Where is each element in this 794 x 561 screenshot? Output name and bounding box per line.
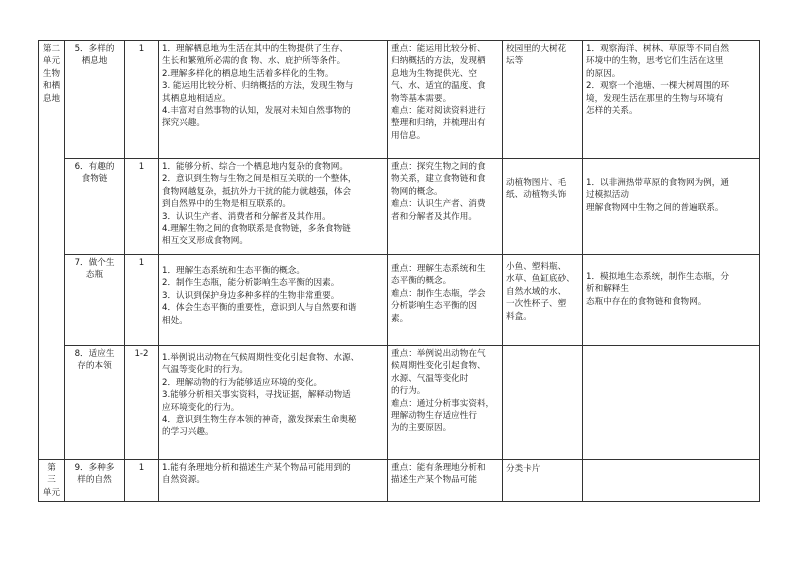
learning-activities: 1．模拟地生态系统，制作生态瓶，分 析和解释生 态瓶中存在的食物链和食物网。	[583, 255, 760, 346]
unit-two-label: 第二 单元 生物 和栖 息地	[39, 41, 65, 460]
teaching-resources: 校园里的大树花 坛等	[503, 41, 583, 159]
table-row	[39, 159, 760, 255]
lesson-title: 9．多种多 样的自然	[65, 460, 125, 502]
lesson-hours: 1	[125, 255, 159, 346]
teaching-goals: 1．理解栖息地为生活在其中的生物提供了生存、 生长和繁殖所必需的食 物、水、庇护所等条件。 2.理解多样化的栖息地生活着多样化的生物。 3. 能运用比较分析、归纳概括的方法，发现生物与 其栖息地相适应。 4.丰富对自然事物的认知，发展对未知自然事物的 探究兴趣。	[159, 41, 388, 159]
learning-activities	[583, 460, 760, 502]
key-difficult-points: 重点：探究生物之间的食 物关系，建立食物链和食 物网的概念。 难点：认识生产者、消费 者和分解者及其作用。	[388, 159, 503, 255]
lesson-hours: 1	[125, 41, 159, 159]
teaching-resources: 动植物图片、毛 纸、动植物头饰	[503, 159, 583, 255]
lesson-hours: 1	[125, 460, 159, 502]
teaching-goals: 1．能够分析、综合一个栖息地内复杂的食物网。 2．意识到生物与生物之间是相互关联的一个整体， 食物网越复杂，抵抗外力干扰的能力就越强，体会 到自然界中的生物是相互联系的。 3．认识生产者、消费者和分解者及其作用。 4.理解生物之间的食物联系是食物链，多条食物链 相互交叉形成食物网。	[159, 159, 388, 255]
lesson-plan-table	[38, 40, 760, 502]
learning-activities: 1．以非洲热带草原的食物网为例，通 过模拟活动 理解食物网中生物之间的普遍联系。	[583, 159, 760, 255]
teaching-goals: 1.能有条理地分析和描述生产某个物品可能用到的 自然资源。	[159, 460, 388, 502]
lesson-hours: 1	[125, 159, 159, 255]
lesson-title: 5．多样的 栖息地	[65, 41, 125, 159]
table-row	[39, 255, 760, 346]
learning-activities: 1．观察海洋、树林、草原等不同自然 环境中的生物，思考它们生活在这里 的原因。 2．观察一个池塘、一棵大树周围的环 境，发现生活在那里的生物与环境有 怎样的关系。	[583, 41, 760, 159]
key-difficult-points: 重点：理解生态系统和生 态平衡的概念。 难点：制作生态瓶，学会 分析影响生态平衡的因 素。	[388, 255, 503, 346]
lesson-title: 7．做个生 态瓶	[65, 255, 125, 346]
key-difficult-points: 重点：能有条理地分析和 描述生产某个物品可能	[388, 460, 503, 502]
teaching-resources: 分类卡片	[503, 460, 583, 502]
teaching-resources	[503, 346, 583, 460]
learning-activities	[583, 346, 760, 460]
teaching-goals: 1.举例说出动物在气候周期性变化引起食物、水源、 气温等变化时的行为。 2．理解动物的行为能够适应环境的变化。 3.能够分析相关事实资料，寻找证据，解释动物适 应环境变化的行为。 4．意识到生物生存本领的神奇，激发探索生命奥秘 的学习兴趣。	[159, 346, 388, 460]
lesson-hours: 1-2	[125, 346, 159, 460]
table-row	[39, 460, 760, 502]
lesson-title: 6．有趣的 食物链	[65, 159, 125, 255]
unit-three-label: 第 三 单元	[39, 460, 65, 502]
lesson-title: 8．适应生 存的本领	[65, 346, 125, 460]
key-difficult-points: 重点：举例说出动物在气 候周期性变化引起食物、 水源、气温等变化时 的行为。 难点：通过分析事实资料， 理解动物生存适应性行 为的主要原因。	[388, 346, 503, 460]
teaching-resources: 小鱼、塑料瓶、 水草、鱼缸底砂、 自然水域的水、 一次性杯子、塑 料盒。	[503, 255, 583, 346]
table-row	[39, 346, 760, 460]
teaching-goals: 1．理解生态系统和生态平衡的概念。 2．制作生态瓶，能分析影响生态平衡的因素。 3．认识到保护身边多种多样的生物非常重要。 4．体会生态平衡的重要性，意识到人与自然要和谐 相处。	[159, 255, 388, 346]
table-row	[39, 41, 760, 159]
key-difficult-points: 重点：能运用比较分析、 归纳概括的方法，发现栖 息地为生物提供光、空 气、水、适宜的温度、食 物等基本需要。 难点：能对阅读资料进行 整理和归纳，并梳理出有 用信息。	[388, 41, 503, 159]
